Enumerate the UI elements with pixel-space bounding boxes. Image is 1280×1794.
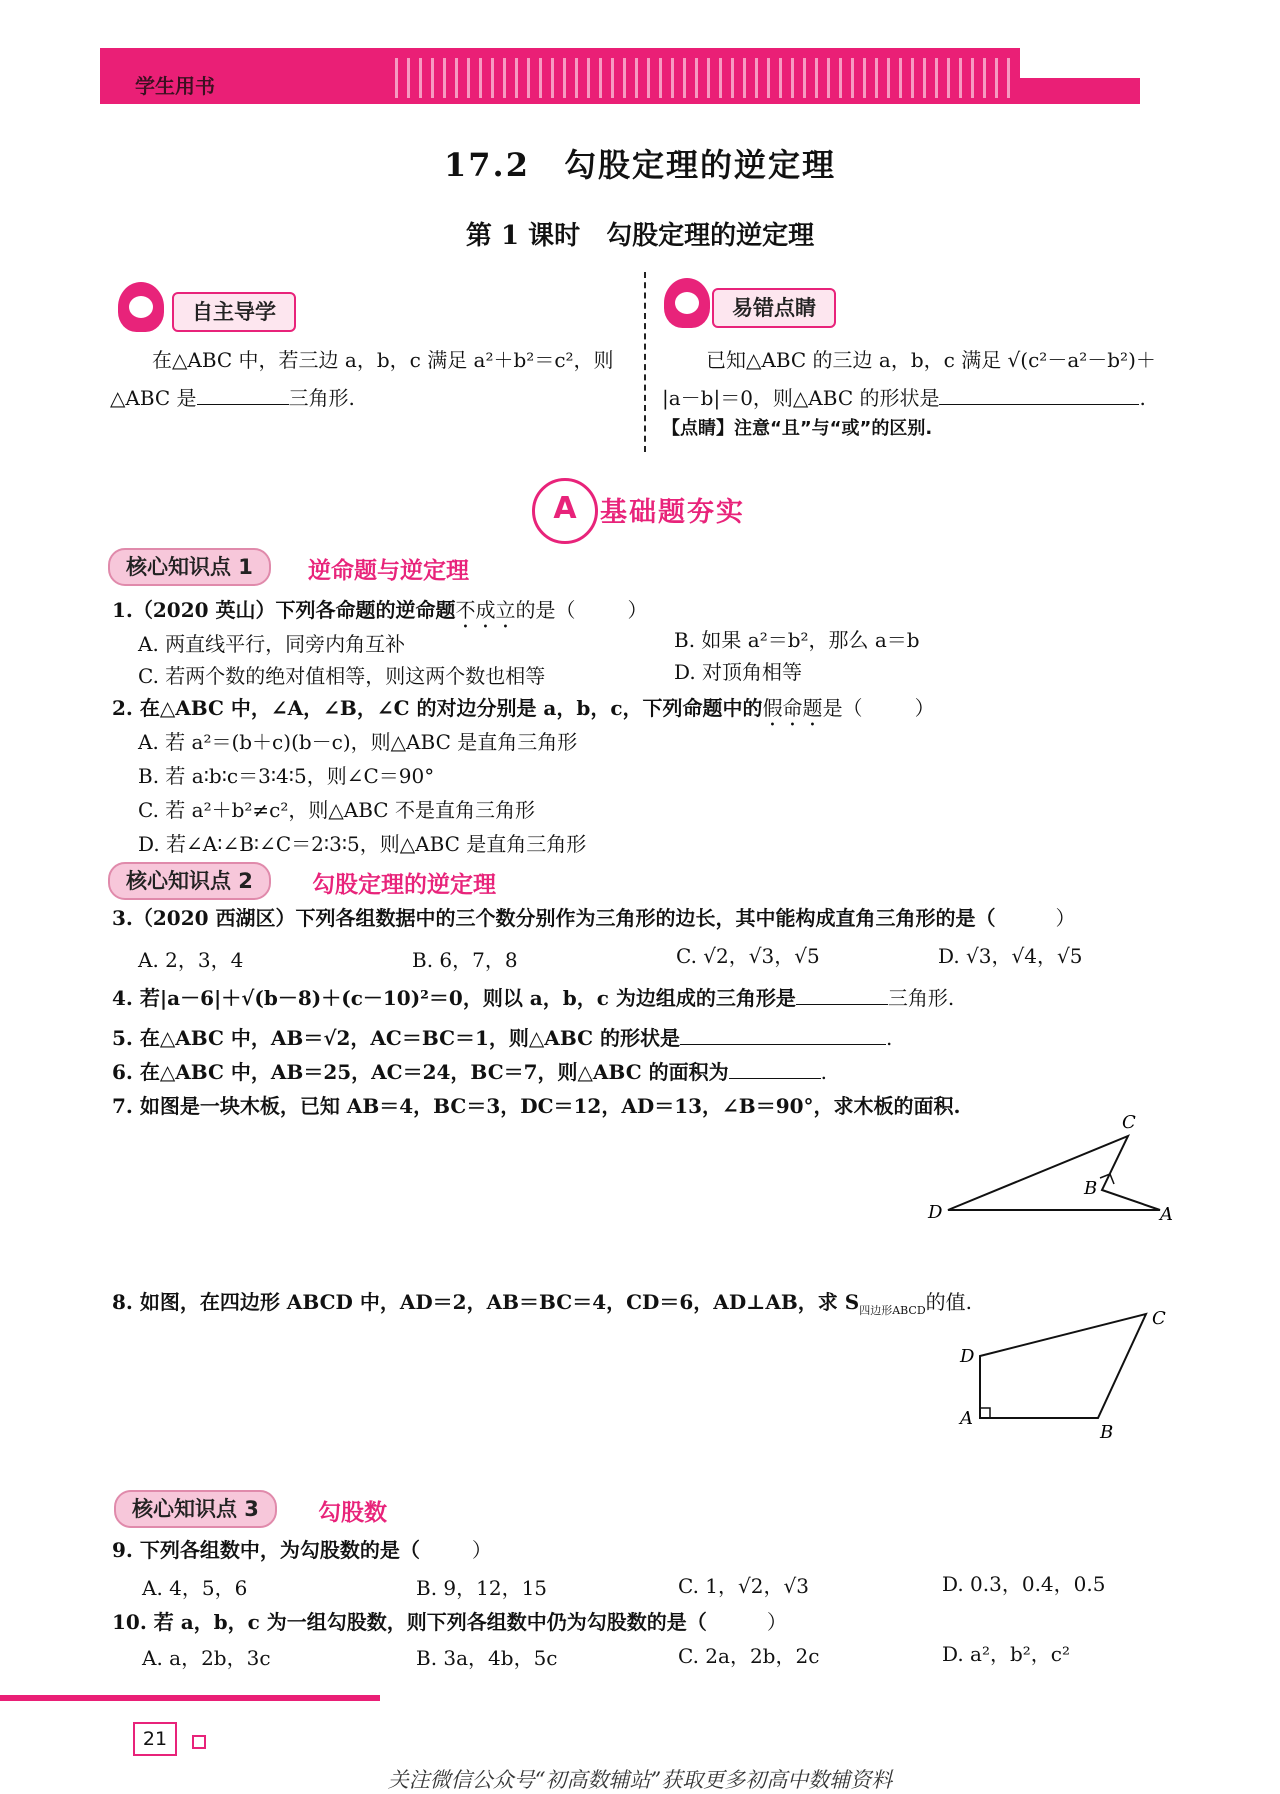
kp1-title: 逆命题与逆定理	[308, 558, 469, 584]
q2-option-b: B. 若 a∶b∶c＝3∶4∶5，则∠C＝90°	[138, 764, 435, 788]
thinking-mascot-icon	[664, 278, 710, 328]
q9-stem: 9. 下列各组数中，为勾股数的是（ ）	[112, 1538, 492, 1562]
q10-stem: 10. 若 a，b，c 为一组勾股数，则下列各组数中仍为勾股数的是（ ）	[112, 1610, 787, 1634]
q7-stem: 7. 如图是一块木板，已知 AB＝4，BC＝3，DC＝12，AD＝13，∠B＝90°，求木板的面积.	[112, 1094, 961, 1118]
q10-option-d: D. a²，b²，c²	[942, 1642, 1071, 1666]
q9-option-a: A. 4，5，6	[142, 1576, 248, 1600]
fig8-label-b: B	[1100, 1422, 1114, 1440]
preview-tag: 自主导学	[172, 292, 296, 332]
kp1-label: 核心知识点 1	[108, 548, 271, 586]
figure-q7	[920, 1110, 1180, 1230]
fig7-label-a: A	[1160, 1204, 1173, 1225]
q1-stem: 1.（2020 英山）下列各命题的逆命题不成立的是（ ）	[112, 598, 648, 622]
header-label: 学生用书	[135, 74, 215, 98]
student-mascot-icon	[118, 282, 164, 332]
q3-option-a: A. 2，3，4	[138, 948, 244, 972]
q2-stem: 2. 在△ABC 中，∠A，∠B，∠C 的对边分别是 a，b，c，下列命题中的假命题是（ ）	[112, 696, 935, 720]
page-title: 17.2 勾股定理的逆定理	[444, 146, 836, 184]
q9-option-b: B. 9，12，15	[416, 1576, 548, 1600]
q3-option-d: D. √3，√4，√5	[938, 944, 1083, 968]
header-stripes	[395, 58, 1015, 98]
q5: 5. 在△ABC 中，AB＝√2，AC＝BC＝1，则△ABC 的形状是 .	[112, 1026, 893, 1050]
mistake-blank	[939, 386, 1139, 405]
q9-option-d: D. 0.3，0.4，0.5	[942, 1572, 1106, 1596]
column-divider	[644, 272, 646, 452]
q2-option-c: C. 若 a²＋b²≠c²，则△ABC 不是直角三角形	[138, 798, 535, 822]
q3-option-b: B. 6，7，8	[412, 948, 518, 972]
q10-option-b: B. 3a，4b，5c	[416, 1646, 558, 1670]
q10-option-c: C. 2a，2b，2c	[678, 1644, 820, 1668]
fig8-label-c: C	[1152, 1308, 1166, 1329]
q2-option-d: D. 若∠A∶∠B∶∠C＝2∶3∶5，则△ABC 是直角三角形	[138, 832, 587, 856]
q6: 6. 在△ABC 中，AB＝25，AC＝24，BC＝7，则△ABC 的面积为 .	[112, 1060, 827, 1084]
mistake-tag: 易错点睛	[712, 288, 836, 328]
page-number: 21	[133, 1722, 177, 1756]
q3-stem: 3.（2020 西湖区）下列各组数据中的三个数分别作为三角形的边长，其中能构成直角三角形的是（ ）	[112, 906, 1076, 930]
section-title: 基础题夯实	[600, 497, 745, 528]
q10-option-a: A. a，2b，3c	[142, 1646, 271, 1670]
q3-option-c: C. √2，√3，√5	[676, 944, 820, 968]
fig7-label-d: D	[928, 1202, 943, 1223]
fig8-right-angle-mark	[980, 1408, 990, 1418]
q1-option-d: D. 对顶角相等	[674, 660, 803, 684]
q6-blank	[729, 1060, 821, 1079]
mistake-line-2: |a－b|＝0，则△ABC 的形状是 .	[662, 386, 1146, 410]
footer-band	[0, 1695, 380, 1701]
q8-stem: 8. 如图，在四边形 ABCD 中，AD＝2，AB＝BC＝4，CD＝6，AD⊥AB，求 $S_{四边形ABCD}$的值.	[112, 1290, 973, 1317]
fig8-label-a: A	[960, 1408, 973, 1429]
q9-option-c: C. 1，√2，√3	[678, 1574, 809, 1598]
preview-blank	[197, 386, 289, 405]
q4: 4. 若|a－6|＋√(b－8)＋(c－10)²＝0，则以 a，b，c 为边组成的三角形是 三角形.	[112, 986, 955, 1010]
q4-blank	[796, 986, 888, 1005]
figure-q8	[950, 1300, 1180, 1440]
q1-option-b: B. 如果 a²＝b²，那么 a＝b	[674, 628, 920, 652]
fig7-label-c: C	[1122, 1112, 1136, 1133]
q2-option-a: A. 若 a²＝(b＋c)(b－c)，则△ABC 是直角三角形	[138, 730, 578, 754]
page-square-icon	[192, 1735, 206, 1749]
preview-line-1: 在△ABC 中，若三边 a，b，c 满足 a²＋b²＝c²，则	[152, 348, 614, 372]
kp2-title: 勾股定理的逆定理	[312, 872, 496, 898]
q5-blank	[680, 1026, 886, 1045]
fig8-quadrilateral	[980, 1314, 1146, 1418]
kp2-label: 核心知识点 2	[108, 862, 271, 900]
footer-note: 关注微信公众号“初高数辅站”获取更多初高中数辅资料	[387, 1768, 893, 1792]
mistake-line-1: 已知△ABC 的三边 a，b，c 满足 √(c²－a²－b²)＋	[706, 348, 1156, 372]
kp3-title: 勾股数	[318, 1500, 387, 1526]
kp3-label: 核心知识点 3	[114, 1490, 277, 1528]
q1-option-c: C. 若两个数的绝对值相等，则这两个数也相等	[138, 664, 546, 688]
page-subtitle: 第 1 课时 勾股定理的逆定理	[465, 221, 815, 251]
preview-line-2: △ABC 是 三角形.	[110, 386, 355, 410]
mistake-note: 【点睛】注意“且”与“或”的区别.	[662, 418, 933, 439]
fig7-board-outline	[948, 1136, 1160, 1210]
q1-option-a: A. 两直线平行，同旁内角互补	[138, 632, 406, 656]
fig8-label-d: D	[960, 1346, 975, 1367]
fig7-label-b: B	[1084, 1178, 1098, 1199]
section-badge: A	[532, 478, 598, 544]
